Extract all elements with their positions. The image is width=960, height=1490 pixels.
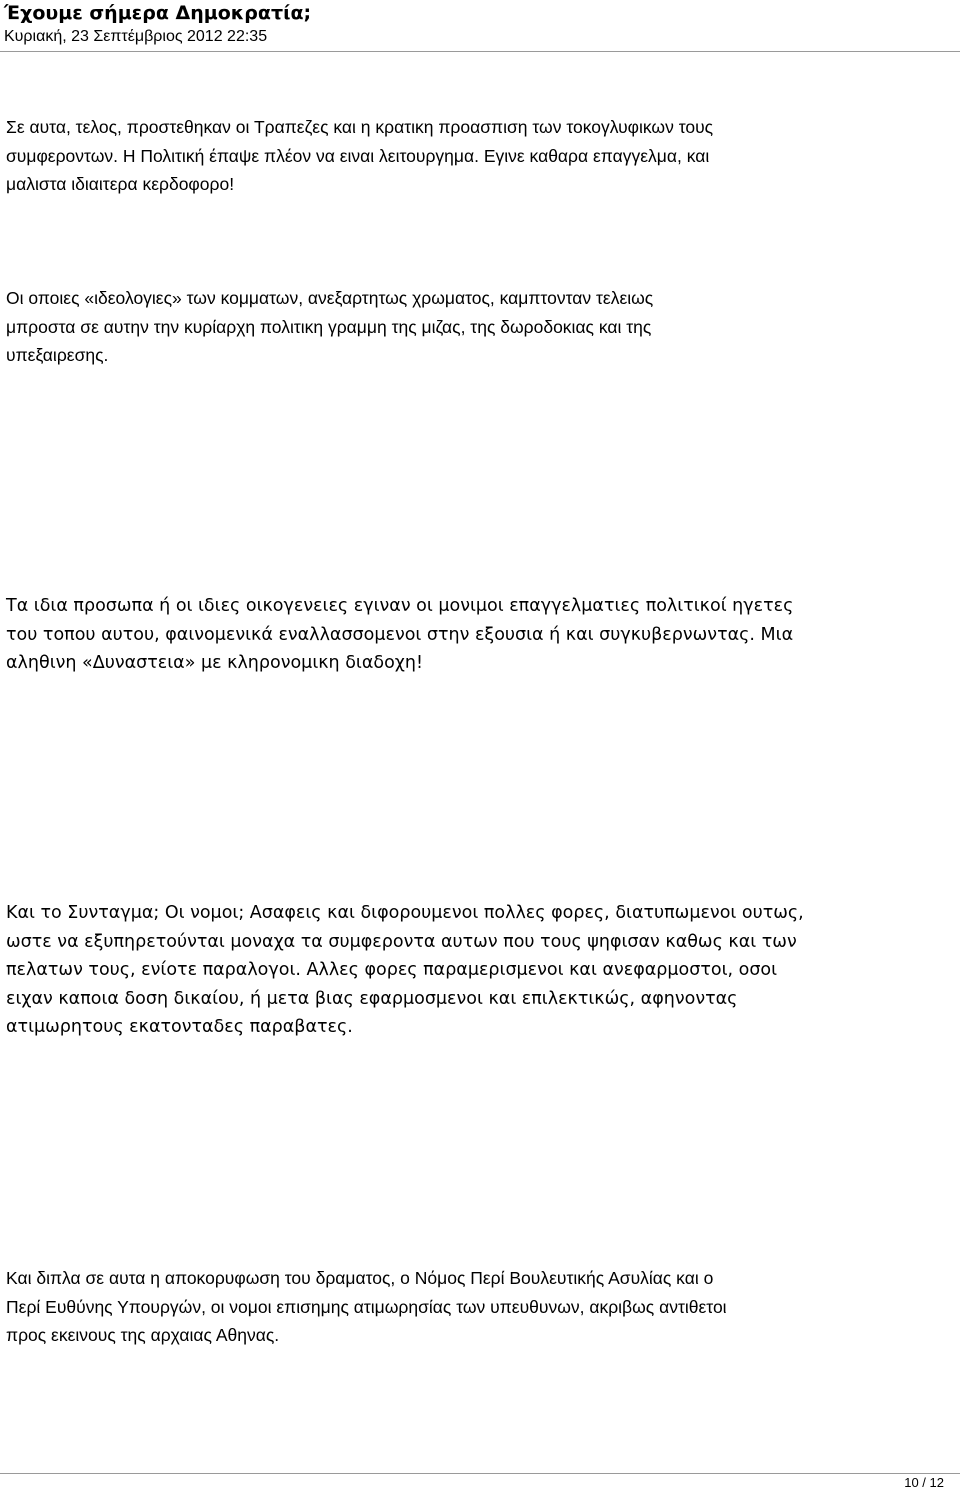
paragraph-line: Οι οποιες «ιδεολογιες» των κομματων, ανεξαρτητως χρωματος, καμπτονταν τελειως	[6, 288, 654, 308]
paragraph-5	[6, 1264, 956, 1350]
paragraph-line: πελατων τους, ενίοτε παραλογοι. Αλλες φορες παραμερισμενοι και ανεφαρμοστοι, οσοι	[6, 960, 778, 981]
paragraph-1	[6, 113, 956, 199]
paragraph-line: ωστε να εξυπηρετούνται μοναχα τα συμφεροντα αυτων που τους ψηφισαν καθως και των	[6, 931, 797, 952]
paragraph-line: συμφεροντων. Η Πολιτική έπαψε πλέον να ειναι λειτουργημα. Εγινε καθαρα επαγγελμα, και	[6, 145, 710, 166]
paragraph-line: υπεξαιρεσης.	[6, 345, 109, 366]
paragraph-line: Περί Ευθύνης Υπουργών, οι νομοι επισημης ατιμωρησίας των υπευθυνων, ακριβως αντιθετοι	[6, 1296, 727, 1317]
paragraph-3	[6, 592, 956, 678]
paragraph-line: ατιμωρητους εκατονταδες παραβατες.	[6, 1017, 353, 1038]
page-title: Έχουμε σήμερα Δημοκρατία;	[4, 2, 312, 24]
paragraph-line: Σε αυτα, τελος, προστεθηκαν οι Τραπεζες και η κρατικη προασπιση των τοκογλυφικων τους	[6, 117, 714, 137]
paragraph-line: μαλιστα ιδιαιτερα κερδοφορο!	[6, 174, 235, 195]
paragraph-line: ειχαν καποια δοση δικαίου, ή μετα βιας εφαρμοσμενοι και επιλεκτικώς, αφηνοντας	[6, 988, 738, 1009]
publish-date: Κυριακή, 23 Σεπτέμβριος 2012 22:35	[4, 28, 268, 45]
paragraph-line: μπροστα σε αυτην την κυρίαρχη πολιτικη γραμμη της μιζας, της δωροδοκιας και της	[6, 316, 652, 337]
footer-divider	[0, 1473, 960, 1474]
paragraph-line: Και το Συνταγμα; Οι νομοι; Ασαφεις και διφορουμενοι πολλες φορες, διατυπωμενοι ουτως,	[6, 903, 804, 923]
paragraph-line: αληθινη «Δυναστεια» με κληρονομικη διαδοχη!	[6, 653, 424, 674]
paragraph-line: του τοπου αυτου, φαινομενικά εναλλασσομενοι στην εξουσια ή και συγκυβερνωντας. Μια	[6, 624, 794, 645]
paragraph-4	[6, 899, 956, 1042]
page-number: 10 / 12	[904, 1475, 944, 1490]
paragraph-line: προς εκεινους της αρχαιας Αθηνας.	[6, 1325, 280, 1346]
paragraph-2	[6, 284, 956, 370]
page-header	[4, 0, 954, 47]
paragraph-line: Και διπλα σε αυτα η αποκορυφωση του δραματος, ο Νόμος Περί Βουλευτικής Ασυλίας και ο	[6, 1268, 714, 1288]
paragraph-line: Τα ιδια προσωπα ή οι ιδιες οικογενειες εγιναν οι μονιμοι επαγγελματιες πολιτικοί ηγετες	[6, 596, 794, 616]
header-divider	[0, 51, 960, 52]
